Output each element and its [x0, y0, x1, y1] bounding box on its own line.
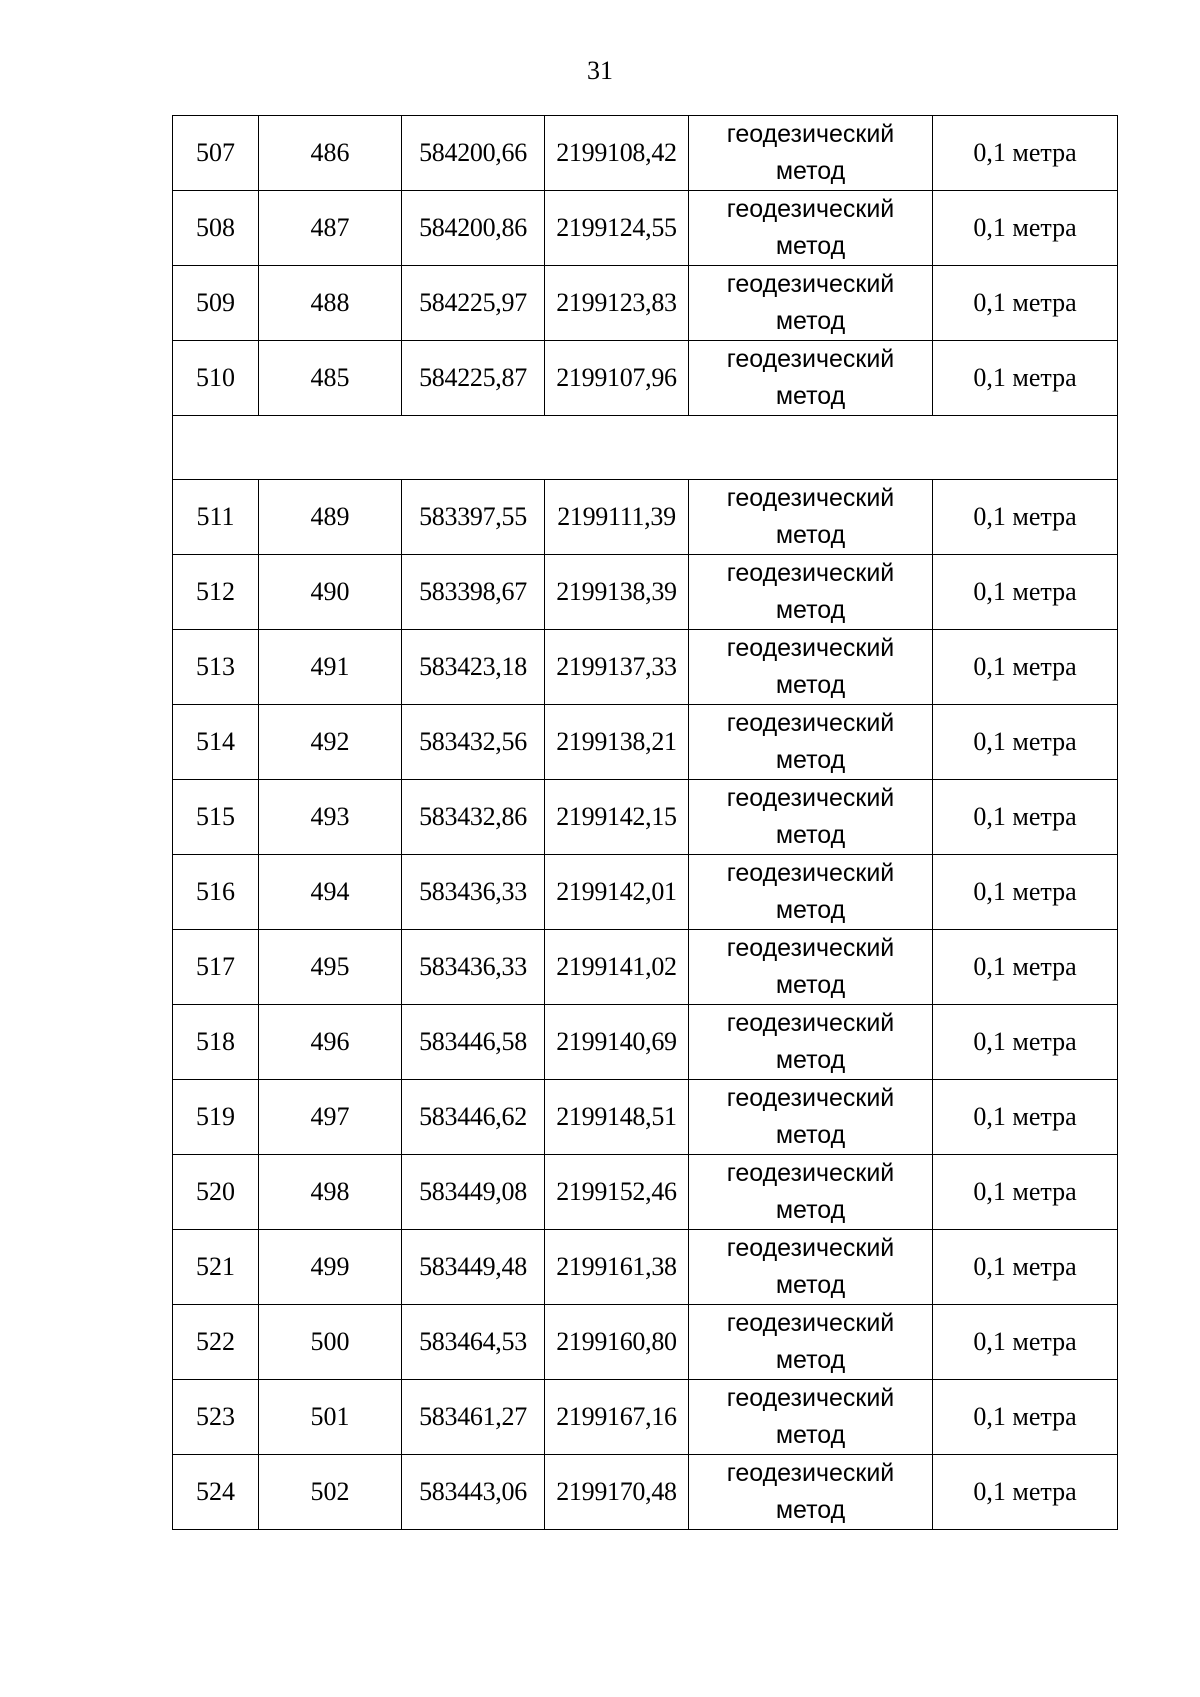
row-number-cell: 522 — [173, 1305, 259, 1380]
accuracy-cell: 0,1 метра — [933, 1230, 1118, 1305]
x-coordinate-cell: 583436,33 — [402, 855, 545, 930]
table-body-before-break — [173, 116, 1118, 416]
point-number-cell: 490 — [259, 555, 402, 630]
table-row — [173, 1155, 1118, 1230]
method-cell: геодезический метод — [689, 855, 933, 930]
method-cell: геодезический метод — [689, 555, 933, 630]
row-number-cell: 513 — [173, 630, 259, 705]
accuracy-cell: 0,1 метра — [933, 191, 1118, 266]
table-separator — [173, 416, 1118, 480]
method-cell: геодезический метод — [689, 191, 933, 266]
y-coordinate-cell: 2199141,02 — [545, 930, 689, 1005]
table-row — [173, 266, 1118, 341]
y-coordinate-cell: 2199142,01 — [545, 855, 689, 930]
x-coordinate-cell: 583446,58 — [402, 1005, 545, 1080]
accuracy-cell: 0,1 метра — [933, 630, 1118, 705]
table-row — [173, 930, 1118, 1005]
y-coordinate-cell: 2199161,38 — [545, 1230, 689, 1305]
coordinates-table — [172, 115, 1118, 1530]
x-coordinate-cell: 583432,86 — [402, 780, 545, 855]
separator-cell — [173, 416, 1118, 480]
table-body-after-break — [173, 480, 1118, 1530]
method-cell: геодезический метод — [689, 1380, 933, 1455]
x-coordinate-cell: 583397,55 — [402, 480, 545, 555]
table-row — [173, 855, 1118, 930]
table-row — [173, 780, 1118, 855]
row-number-cell: 508 — [173, 191, 259, 266]
y-coordinate-cell: 2199152,46 — [545, 1155, 689, 1230]
y-coordinate-cell: 2199111,39 — [545, 480, 689, 555]
x-coordinate-cell: 583449,48 — [402, 1230, 545, 1305]
accuracy-cell: 0,1 метра — [933, 1155, 1118, 1230]
y-coordinate-cell: 2199124,55 — [545, 191, 689, 266]
method-cell: геодезический метод — [689, 780, 933, 855]
accuracy-cell: 0,1 метра — [933, 705, 1118, 780]
method-cell: геодезический метод — [689, 341, 933, 416]
method-cell: геодезический метод — [689, 1155, 933, 1230]
separator-row — [173, 416, 1118, 480]
row-number-cell: 510 — [173, 341, 259, 416]
method-cell: геодезический метод — [689, 1305, 933, 1380]
point-number-cell: 500 — [259, 1305, 402, 1380]
row-number-cell: 512 — [173, 555, 259, 630]
point-number-cell: 495 — [259, 930, 402, 1005]
x-coordinate-cell: 583449,08 — [402, 1155, 545, 1230]
row-number-cell: 524 — [173, 1455, 259, 1530]
row-number-cell: 516 — [173, 855, 259, 930]
x-coordinate-cell: 583423,18 — [402, 630, 545, 705]
point-number-cell: 492 — [259, 705, 402, 780]
point-number-cell: 491 — [259, 630, 402, 705]
table-row — [173, 1455, 1118, 1530]
x-coordinate-cell: 583432,56 — [402, 705, 545, 780]
method-cell: геодезический метод — [689, 266, 933, 341]
x-coordinate-cell: 583446,62 — [402, 1080, 545, 1155]
x-coordinate-cell: 583436,33 — [402, 930, 545, 1005]
accuracy-cell: 0,1 метра — [933, 1455, 1118, 1530]
y-coordinate-cell: 2199140,69 — [545, 1005, 689, 1080]
point-number-cell: 502 — [259, 1455, 402, 1530]
accuracy-cell: 0,1 метра — [933, 855, 1118, 930]
accuracy-cell: 0,1 метра — [933, 780, 1118, 855]
x-coordinate-cell: 584225,97 — [402, 266, 545, 341]
point-number-cell: 488 — [259, 266, 402, 341]
method-cell: геодезический метод — [689, 1005, 933, 1080]
x-coordinate-cell: 584200,86 — [402, 191, 545, 266]
table-row — [173, 1380, 1118, 1455]
table-row — [173, 1305, 1118, 1380]
row-number-cell: 521 — [173, 1230, 259, 1305]
accuracy-cell: 0,1 метра — [933, 1305, 1118, 1380]
method-cell: геодезический метод — [689, 705, 933, 780]
point-number-cell: 493 — [259, 780, 402, 855]
table-row — [173, 1005, 1118, 1080]
point-number-cell: 496 — [259, 1005, 402, 1080]
table-row — [173, 555, 1118, 630]
accuracy-cell: 0,1 метра — [933, 1005, 1118, 1080]
table-row — [173, 341, 1118, 416]
accuracy-cell: 0,1 метра — [933, 1080, 1118, 1155]
table-row — [173, 191, 1118, 266]
accuracy-cell: 0,1 метра — [933, 555, 1118, 630]
y-coordinate-cell: 2199107,96 — [545, 341, 689, 416]
y-coordinate-cell: 2199148,51 — [545, 1080, 689, 1155]
x-coordinate-cell: 583398,67 — [402, 555, 545, 630]
point-number-cell: 498 — [259, 1155, 402, 1230]
point-number-cell: 494 — [259, 855, 402, 930]
y-coordinate-cell: 2199138,39 — [545, 555, 689, 630]
page-number: 31 — [587, 56, 613, 85]
point-number-cell: 486 — [259, 116, 402, 191]
y-coordinate-cell: 2199137,33 — [545, 630, 689, 705]
point-number-cell: 497 — [259, 1080, 402, 1155]
y-coordinate-cell: 2199170,48 — [545, 1455, 689, 1530]
x-coordinate-cell: 584225,87 — [402, 341, 545, 416]
table-row — [173, 116, 1118, 191]
point-number-cell: 485 — [259, 341, 402, 416]
row-number-cell: 520 — [173, 1155, 259, 1230]
x-coordinate-cell: 583464,53 — [402, 1305, 545, 1380]
method-cell: геодезический метод — [689, 1080, 933, 1155]
accuracy-cell: 0,1 метра — [933, 266, 1118, 341]
x-coordinate-cell: 583461,27 — [402, 1380, 545, 1455]
point-number-cell: 499 — [259, 1230, 402, 1305]
y-coordinate-cell: 2199123,83 — [545, 266, 689, 341]
accuracy-cell: 0,1 метра — [933, 1380, 1118, 1455]
accuracy-cell: 0,1 метра — [933, 480, 1118, 555]
row-number-cell: 518 — [173, 1005, 259, 1080]
row-number-cell: 515 — [173, 780, 259, 855]
accuracy-cell: 0,1 метра — [933, 930, 1118, 1005]
row-number-cell: 519 — [173, 1080, 259, 1155]
method-cell: геодезический метод — [689, 1455, 933, 1530]
accuracy-cell: 0,1 метра — [933, 116, 1118, 191]
table-row — [173, 705, 1118, 780]
y-coordinate-cell: 2199160,80 — [545, 1305, 689, 1380]
method-cell: геодезический метод — [689, 1230, 933, 1305]
x-coordinate-cell: 583443,06 — [402, 1455, 545, 1530]
point-number-cell: 487 — [259, 191, 402, 266]
y-coordinate-cell: 2199108,42 — [545, 116, 689, 191]
point-number-cell: 501 — [259, 1380, 402, 1455]
row-number-cell: 514 — [173, 705, 259, 780]
row-number-cell: 523 — [173, 1380, 259, 1455]
y-coordinate-cell: 2199138,21 — [545, 705, 689, 780]
row-number-cell: 511 — [173, 480, 259, 555]
row-number-cell: 507 — [173, 116, 259, 191]
table-row — [173, 1080, 1118, 1155]
y-coordinate-cell: 2199167,16 — [545, 1380, 689, 1455]
table-row — [173, 1230, 1118, 1305]
point-number-cell: 489 — [259, 480, 402, 555]
accuracy-cell: 0,1 метра — [933, 341, 1118, 416]
table-row — [173, 630, 1118, 705]
y-coordinate-cell: 2199142,15 — [545, 780, 689, 855]
row-number-cell: 517 — [173, 930, 259, 1005]
method-cell: геодезический метод — [689, 630, 933, 705]
method-cell: геодезический метод — [689, 116, 933, 191]
x-coordinate-cell: 584200,66 — [402, 116, 545, 191]
method-cell: геодезический метод — [689, 480, 933, 555]
table-row — [173, 480, 1118, 555]
row-number-cell: 509 — [173, 266, 259, 341]
method-cell: геодезический метод — [689, 930, 933, 1005]
